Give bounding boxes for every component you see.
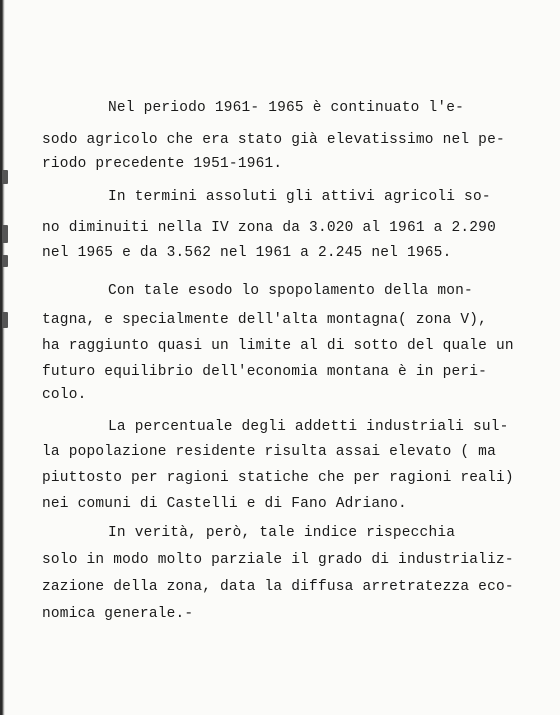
margin-mark	[2, 255, 8, 267]
margin-mark	[2, 225, 8, 243]
paragraph-1-line-3: riodo precedente 1951-1961.	[42, 156, 283, 172]
paragraph-3-line-1: Con tale esodo lo spopolamento della mon-	[108, 283, 473, 299]
paragraph-3-line-2: tagna, e specialmente dell'alta montagna( zona V),	[42, 312, 488, 328]
paragraph-4-line-4: nei comuni di Castelli e di Fano Adriano.	[42, 496, 407, 512]
page-left-edge-shadow	[0, 0, 5, 715]
paragraph-2-line-1: In termini assoluti gli attivi agricoli so-	[108, 189, 491, 205]
paragraph-4-line-2: la popolazione residente risulta assai elevato ( ma	[42, 444, 496, 460]
margin-mark	[2, 170, 8, 184]
paragraph-3-line-5: colo.	[42, 387, 87, 403]
margin-mark	[2, 312, 8, 328]
paragraph-3-line-3: ha raggiunto quasi un limite al di sotto del quale un	[42, 338, 514, 354]
paragraph-4-line-3: piuttosto per ragioni statiche che per ragioni reali)	[42, 470, 514, 486]
paragraph-3-line-4: futuro equilibrio dell'economia montana è in peri-	[42, 364, 488, 380]
paragraph-5-line-2: solo in modo molto parziale il grado di industrializ-	[42, 552, 514, 568]
paragraph-2-line-3: nel 1965 e da 3.562 nel 1961 a 2.245 nel 1965.	[42, 245, 452, 261]
paragraph-5-line-3: zazione della zona, data la diffusa arretratezza eco-	[42, 579, 514, 595]
paragraph-2-line-2: no diminuiti nella IV zona da 3.020 al 1961 a 2.290	[42, 220, 496, 236]
paragraph-5-line-4: nomica generale.-	[42, 606, 194, 622]
paragraph-5-line-1: In verità, però, tale indice rispecchia	[108, 525, 456, 541]
paragraph-1-line-2: sodo agricolo che era stato già elevatissimo nel pe-	[42, 132, 505, 148]
paragraph-1-line-1: Nel periodo 1961- 1965 è continuato l'e-	[108, 100, 465, 116]
paragraph-4-line-1: La percentuale degli addetti industriali sul-	[108, 419, 509, 435]
